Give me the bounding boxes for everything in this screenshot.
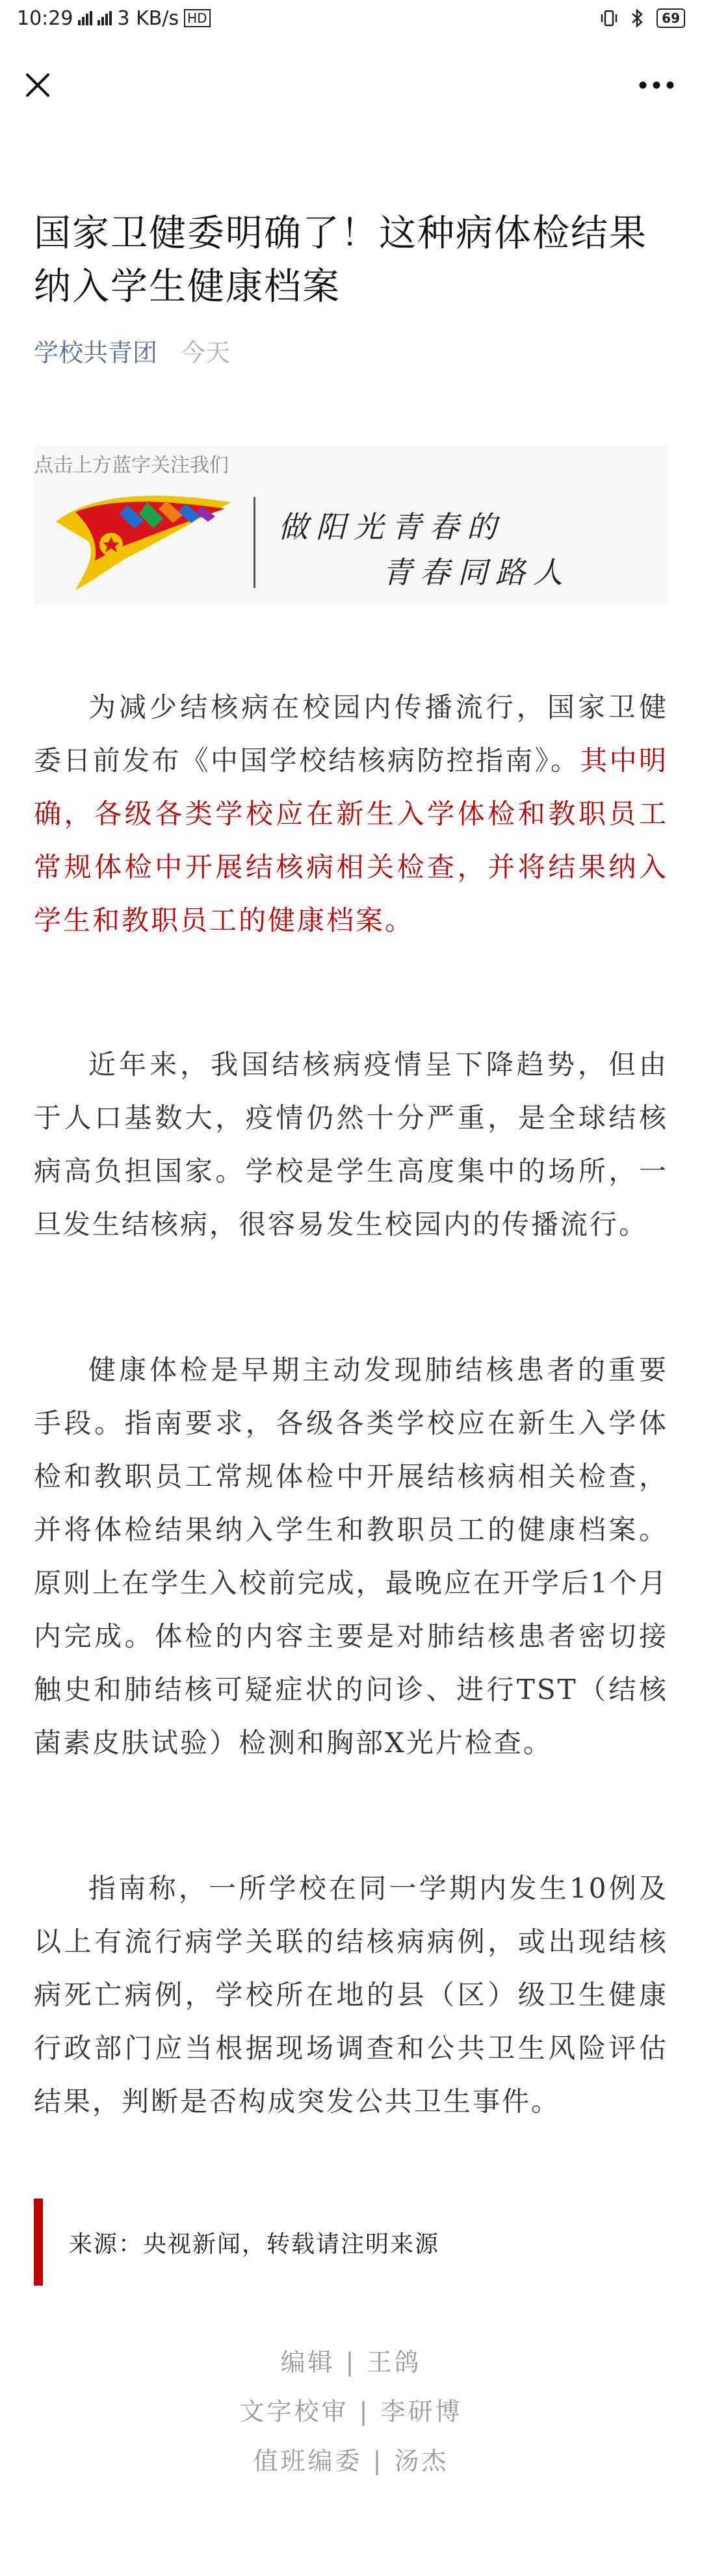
credits: [34, 2338, 668, 2486]
banner-slogan-line2: 青春同路人: [382, 555, 571, 590]
follow-hint: 点击上方蓝字关注我们: [34, 454, 229, 477]
account-link[interactable]: 学校共青团: [34, 338, 158, 367]
paragraph-4: 指南称，一所学校在同一学期内发生10例及以上有流行病学关联的结核病病例，或出现结核病死亡病例，学校所在地的县（区）级卫生健康行政部门应当根据现场调查和公共卫生风险评估结果，判断是否构成突发公共卫生事件。: [34, 1872, 668, 2117]
hd-icon: HD: [184, 9, 210, 27]
top-navbar: [0, 36, 702, 134]
vibrate-icon: [599, 8, 619, 28]
credit-duty-editor: 值班编委 | 汤杰: [253, 2447, 449, 2475]
status-left: [17, 7, 211, 30]
follow-banner[interactable]: [34, 445, 668, 604]
paragraph-3: 健康体检是早期主动发现肺结核患者的重要手段。指南要求，各级各类学校应在新生入学体检和教职员工常规体检中开展结核病相关检查，并将体检结果纳入学生和教职员工的健康档案。原则上在学生入校前完成，最晚应在开学后1个月内完成。体检的内容主要是对肺结核患者密切接触史和肺结核可疑症状的问诊、进行TST（结核菌素皮肤试验）检测和胸部X光片检查。: [34, 1354, 668, 1759]
signal-icon: [78, 11, 92, 25]
article-title: 国家卫健委明确了！这种病体检结果纳入学生健康档案: [34, 212, 647, 308]
paragraph-1: [34, 681, 668, 947]
banner-divider: [254, 497, 255, 588]
status-time: 10:29: [17, 6, 73, 30]
battery-icon: 69: [656, 8, 685, 28]
signal-icon-2: [98, 11, 112, 25]
paragraph-1-highlight: 其中明确，各级各类学校应在新生入学体检和教职员工常规体检中开展结核病相关检查，并将结果纳入学生和教职员工的健康档案。: [34, 745, 668, 936]
credit-proofreader: 文字校审 | 李研博: [239, 2397, 463, 2426]
article-meta: [34, 333, 668, 368]
close-icon[interactable]: [23, 71, 52, 99]
credit-editor: 编辑 | 王鸽: [280, 2348, 422, 2377]
status-right: [599, 8, 685, 29]
net-speed: 3 KB/s: [117, 6, 179, 30]
bluetooth-icon: [630, 8, 645, 29]
paragraph-1-normal: 为减少结核病在校园内传播流行，国家卫健委日前发布《中国学校结核病防控指南》。: [34, 691, 668, 776]
status-bar: [0, 0, 702, 36]
source-text: 来源：央视新闻，转载请注明来源: [69, 2230, 440, 2258]
banner-slogan-line1: 做阳光青春的: [278, 509, 504, 544]
more-icon[interactable]: [638, 81, 675, 90]
article-body: [0, 207, 702, 2486]
paragraph-2: 近年来，我国结核病疫情呈下降趋势，但由于人口基数大，疫情仍然十分严重，是全球结核病高负担国家。学校是学生高度集中的场所，一旦发生结核病，很容易发生校园内的传播流行。: [34, 1049, 668, 1240]
source-note: [34, 2199, 668, 2286]
publish-date: 今天: [181, 338, 231, 367]
youth-league-logo: [49, 483, 238, 593]
